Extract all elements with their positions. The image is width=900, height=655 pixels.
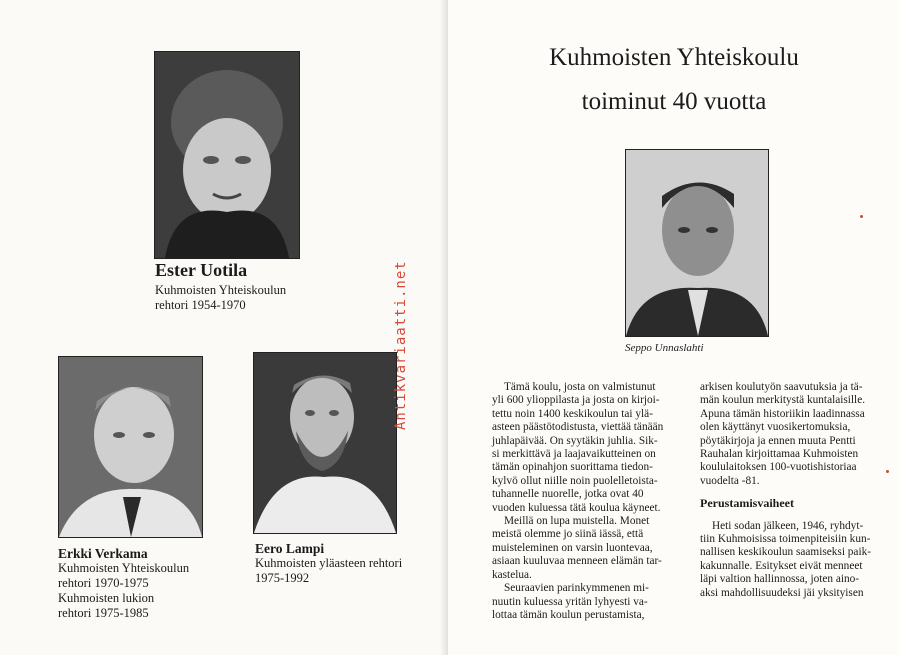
- role-line: rehtori 1970-1975: [58, 576, 149, 590]
- role-line: rehtori 1954-1970: [155, 298, 246, 312]
- role-line: Kuhmoisten lukion: [58, 591, 155, 605]
- text-line: män koulun merkitystä kuntalaisille.: [700, 394, 866, 407]
- text-line: nuutin kuluessa yritän lyhyesti va-: [492, 595, 648, 608]
- text-line: muisteleminen on varsin luontevaa,: [492, 541, 653, 554]
- portrait-bearded-man-icon: [254, 353, 396, 533]
- page-title-line-1: Kuhmoisten Yhteiskoulu: [549, 44, 799, 71]
- text-line: koululaitoksen 100-vuotishistoriaa: [700, 461, 857, 474]
- page-title-line-2: toiminut 40 vuotta: [581, 88, 767, 115]
- text-line: Tämä koulu, josta on valmistunut: [504, 381, 656, 393]
- text-line: yli 600 ylioppilasta ja josta on kirjoi-: [492, 394, 660, 407]
- text-column-2: [700, 381, 890, 600]
- person-name-eero-lampi: Eero Lampi: [255, 541, 325, 556]
- text-line: Heti sodan jälkeen, 1946, ryhdyt-: [712, 519, 864, 532]
- role-line: Kuhmoisten Yhteiskoulun: [58, 561, 190, 575]
- text-line: asteen päästötodistusta, viettää tänään: [492, 421, 664, 434]
- text-line: kakunnalle. Esitykset eivät menneet: [700, 559, 863, 572]
- text-line: kastelua.: [492, 568, 532, 581]
- person-role-erkki-verkama: [58, 561, 189, 621]
- text-line: Apuna tämän historiikin laadinnassa: [700, 407, 865, 420]
- person-role-ester-uotila: [155, 283, 286, 313]
- section-heading: Perustamisvaiheet: [700, 496, 794, 511]
- photo-seppo-unnaslahti: [625, 149, 769, 337]
- role-line: rehtori 1975-1985: [58, 606, 149, 620]
- text-line: si merkittävä ja laajavaikutteinen on: [492, 448, 656, 461]
- left-page: [0, 0, 448, 655]
- text-line: lottaa tämän koulun perustamista,: [492, 608, 645, 621]
- right-page: [448, 0, 900, 655]
- role-line: 1975-1992: [255, 571, 310, 585]
- text-line: tiin Kuhmoisissa toimenpiteisiin kun-: [700, 533, 871, 546]
- text-line: läpi valtion hallinnossa, joten aino-: [700, 573, 860, 586]
- text-line: olen käyttänyt vuosikertomuksia,: [700, 421, 851, 434]
- person-name-ester-uotila: Ester Uotila: [155, 260, 248, 280]
- text-line: pöytäkirjoja ja ennen muuta Pentti: [700, 434, 856, 447]
- text-line: Rauhalan kirjoittamaa Kuhmoisten: [700, 448, 859, 461]
- photo-eero-lampi: [253, 352, 397, 534]
- role-line: Kuhmoisten Yhteiskoulun: [155, 283, 287, 297]
- print-speck: [860, 215, 863, 218]
- photo-caption: Seppo Unnaslahti: [625, 342, 704, 354]
- portrait-woman-icon: [155, 52, 299, 258]
- portrait-man-icon: [59, 357, 202, 537]
- text-line: tettu noin 1400 keskikoulun tai ylä-: [492, 407, 653, 420]
- text-line: meistä olemme jo siinä iässä, että: [492, 528, 644, 541]
- text-column-1: [492, 381, 700, 622]
- text-line: Seuraavien parinkymmenen mi-: [504, 582, 649, 595]
- print-speck: [886, 470, 889, 473]
- text-line: Meillä on lupa muistella. Monet: [504, 515, 650, 528]
- role-line: Kuhmoisten yläasteen rehtori: [255, 556, 403, 570]
- text-line: vuoden kuluessa tätä koulua käyneet.: [492, 501, 661, 514]
- text-line: arkisen koulutyön saavutuksia ja tä-: [700, 381, 863, 393]
- text-line: tuhannelle nuorelle, jotka ovat 40: [492, 488, 644, 501]
- text-line: juhlapäivää. On syytäkin juhlia. Sik-: [492, 434, 658, 447]
- text-line: aksi mahdollisuudeksi jäi yksityisen: [700, 586, 864, 599]
- text-line: kylvö ollut niille noin puolelletoista-: [492, 474, 658, 487]
- text-line: tämän opinahjon suorittama tiedon-: [492, 461, 653, 474]
- photo-ester-uotila: [154, 51, 300, 259]
- text-line: nallisen keskikoulun saamiseksi paik-: [700, 546, 871, 559]
- person-name-erkki-verkama: Erkki Verkama: [58, 546, 148, 561]
- watermark: Antikvariaatti.net: [393, 260, 409, 430]
- photo-erkki-verkama: [58, 356, 203, 538]
- text-line: vuodelta -81.: [700, 474, 760, 487]
- portrait-man-suit-icon: [626, 150, 768, 336]
- text-line: asiaan kuuluvaa menneen elämän tar-: [492, 555, 662, 568]
- person-role-eero-lampi: [255, 556, 402, 586]
